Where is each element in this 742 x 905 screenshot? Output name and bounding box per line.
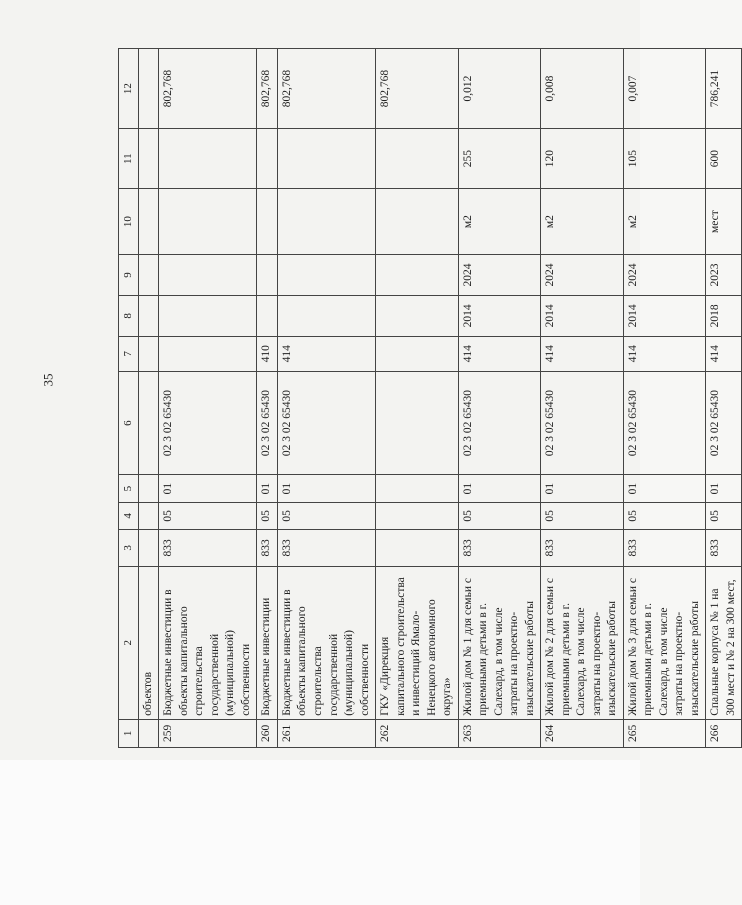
table-row — [706, 49, 742, 748]
cell: 2014 — [623, 295, 706, 336]
cell: 263 — [458, 719, 541, 747]
cell — [277, 255, 375, 296]
page-number: 35 — [40, 373, 56, 387]
cell: м2 — [458, 189, 541, 255]
page-margin — [0, 760, 640, 905]
cell: Жилой дом № 1 для семьи с приемными детьми в г. Салехард, в том числе затраты на проектно-изыскательские работы — [458, 566, 541, 719]
cell: 262 — [376, 719, 459, 747]
cell: м2 — [623, 189, 706, 255]
header-cell: 11 — [119, 129, 139, 189]
cell: 833 — [277, 530, 375, 567]
cell: 266 — [706, 719, 742, 747]
cell: 261 — [277, 719, 375, 747]
cell — [138, 129, 159, 189]
cell — [159, 295, 257, 336]
cell: Бюджетные инвестиции в объекты капитального строительства государственной (муниципальной) собственности — [159, 566, 257, 719]
cell: 01 — [257, 475, 278, 502]
cell: 833 — [541, 530, 624, 567]
cell: Бюджетные инвестиции в объекты капитального строительства государственной (муниципальной) собственности — [277, 566, 375, 719]
cell: 260 — [257, 719, 278, 747]
cell — [159, 255, 257, 296]
cell: 120 — [541, 129, 624, 189]
header-cell: 1 — [119, 719, 139, 747]
cell — [138, 295, 159, 336]
cell — [159, 336, 257, 371]
cell: 833 — [623, 530, 706, 567]
cell: 255 — [458, 129, 541, 189]
cell: 2024 — [541, 255, 624, 296]
cell — [159, 129, 257, 189]
cell: 02 3 02 65430 — [458, 371, 541, 475]
header-cell: 12 — [119, 49, 139, 129]
cell — [376, 129, 459, 189]
cell: 01 — [159, 475, 257, 502]
cell: мест — [706, 189, 742, 255]
cell: 01 — [277, 475, 375, 502]
cell: 0,008 — [541, 49, 624, 129]
table-row — [159, 49, 257, 748]
cell: 2014 — [541, 295, 624, 336]
cell: 265 — [623, 719, 706, 747]
cell: 802,768 — [277, 49, 375, 129]
table-row — [623, 49, 706, 748]
cell: 786,241 — [706, 49, 742, 129]
cell — [376, 255, 459, 296]
cell — [138, 189, 159, 255]
cell — [257, 129, 278, 189]
table-row — [458, 49, 541, 748]
cell: 01 — [706, 475, 742, 502]
cell: м2 — [541, 189, 624, 255]
cell — [138, 475, 159, 502]
cell: 05 — [706, 502, 742, 529]
cell: 802,768 — [159, 49, 257, 129]
cell: 414 — [458, 336, 541, 371]
cell: ГКУ «Дирекция капитального строительства и инвестиций Ямало-Ненецкого автономного округа» — [376, 566, 459, 719]
cell: 410 — [257, 336, 278, 371]
cell: 05 — [159, 502, 257, 529]
cell: 833 — [159, 530, 257, 567]
header-cell: 10 — [119, 189, 139, 255]
cell — [138, 719, 159, 747]
cell — [257, 189, 278, 255]
cell: 0,007 — [623, 49, 706, 129]
cell: 05 — [257, 502, 278, 529]
cell — [277, 189, 375, 255]
cell — [376, 371, 459, 475]
cell — [376, 502, 459, 529]
cell: 0,012 — [458, 49, 541, 129]
header-cell: 2 — [119, 566, 139, 719]
cell — [257, 255, 278, 296]
header-cell: 3 — [119, 530, 139, 567]
cell: 2024 — [623, 255, 706, 296]
table-row — [376, 49, 459, 748]
cell — [138, 49, 159, 129]
header-cell: 4 — [119, 502, 139, 529]
header-cell: 9 — [119, 255, 139, 296]
cell — [277, 295, 375, 336]
header-cell: 7 — [119, 336, 139, 371]
cell: 105 — [623, 129, 706, 189]
cell: 02 3 02 65430 — [623, 371, 706, 475]
table-row — [257, 49, 278, 748]
cell: 600 — [706, 129, 742, 189]
budget-table — [118, 48, 742, 748]
table-row — [541, 49, 624, 748]
cell: Бюджетные инвестиции — [257, 566, 278, 719]
cell: 414 — [277, 336, 375, 371]
cell: Спальные корпуса № 1 на 300 мест и № 2 на 300 мест, — [706, 566, 742, 719]
cell — [138, 502, 159, 529]
cell: Жилой дом № 2 для семьи с приемными детьми в г. Салехард, в том числе затраты на проектно-изыскательские работы — [541, 566, 624, 719]
cell: 02 3 02 65430 — [706, 371, 742, 475]
cell: 414 — [623, 336, 706, 371]
cell: 2024 — [458, 255, 541, 296]
cell — [257, 295, 278, 336]
header-cell: 8 — [119, 295, 139, 336]
cell — [138, 336, 159, 371]
table-row — [277, 49, 375, 748]
cell: 2018 — [706, 295, 742, 336]
cell: Жилой дом № 3 для семьи с приемными детьми в г. Салехард, в том числе затраты на проектно-изыскательские работы — [623, 566, 706, 719]
header-cell: 5 — [119, 475, 139, 502]
cell: 802,768 — [376, 49, 459, 129]
cell: 802,768 — [257, 49, 278, 129]
cell — [159, 189, 257, 255]
cell: 414 — [541, 336, 624, 371]
cell: 02 3 02 65430 — [541, 371, 624, 475]
cell — [376, 475, 459, 502]
cell — [376, 189, 459, 255]
cell: 05 — [458, 502, 541, 529]
cell: 05 — [623, 502, 706, 529]
cell — [376, 336, 459, 371]
cell — [138, 371, 159, 475]
cell: 833 — [458, 530, 541, 567]
cell: 264 — [541, 719, 624, 747]
cell: объектов — [138, 566, 159, 719]
cell — [277, 129, 375, 189]
cell: 02 3 02 65430 — [257, 371, 278, 475]
header-row — [119, 49, 139, 748]
cell: 01 — [541, 475, 624, 502]
cell: 2014 — [458, 295, 541, 336]
cell: 833 — [257, 530, 278, 567]
cell: 01 — [623, 475, 706, 502]
cell: 259 — [159, 719, 257, 747]
cell — [376, 530, 459, 567]
cell — [138, 530, 159, 567]
cell: 05 — [541, 502, 624, 529]
cell — [376, 295, 459, 336]
cell: 02 3 02 65430 — [159, 371, 257, 475]
header-cell: 6 — [119, 371, 139, 475]
cell: 414 — [706, 336, 742, 371]
cell: 05 — [277, 502, 375, 529]
continuation-row — [138, 49, 159, 748]
rotated-table-wrapper — [118, 48, 737, 748]
cell: 02 3 02 65430 — [277, 371, 375, 475]
cell: 2023 — [706, 255, 742, 296]
cell — [138, 255, 159, 296]
cell: 01 — [458, 475, 541, 502]
cell: 833 — [706, 530, 742, 567]
